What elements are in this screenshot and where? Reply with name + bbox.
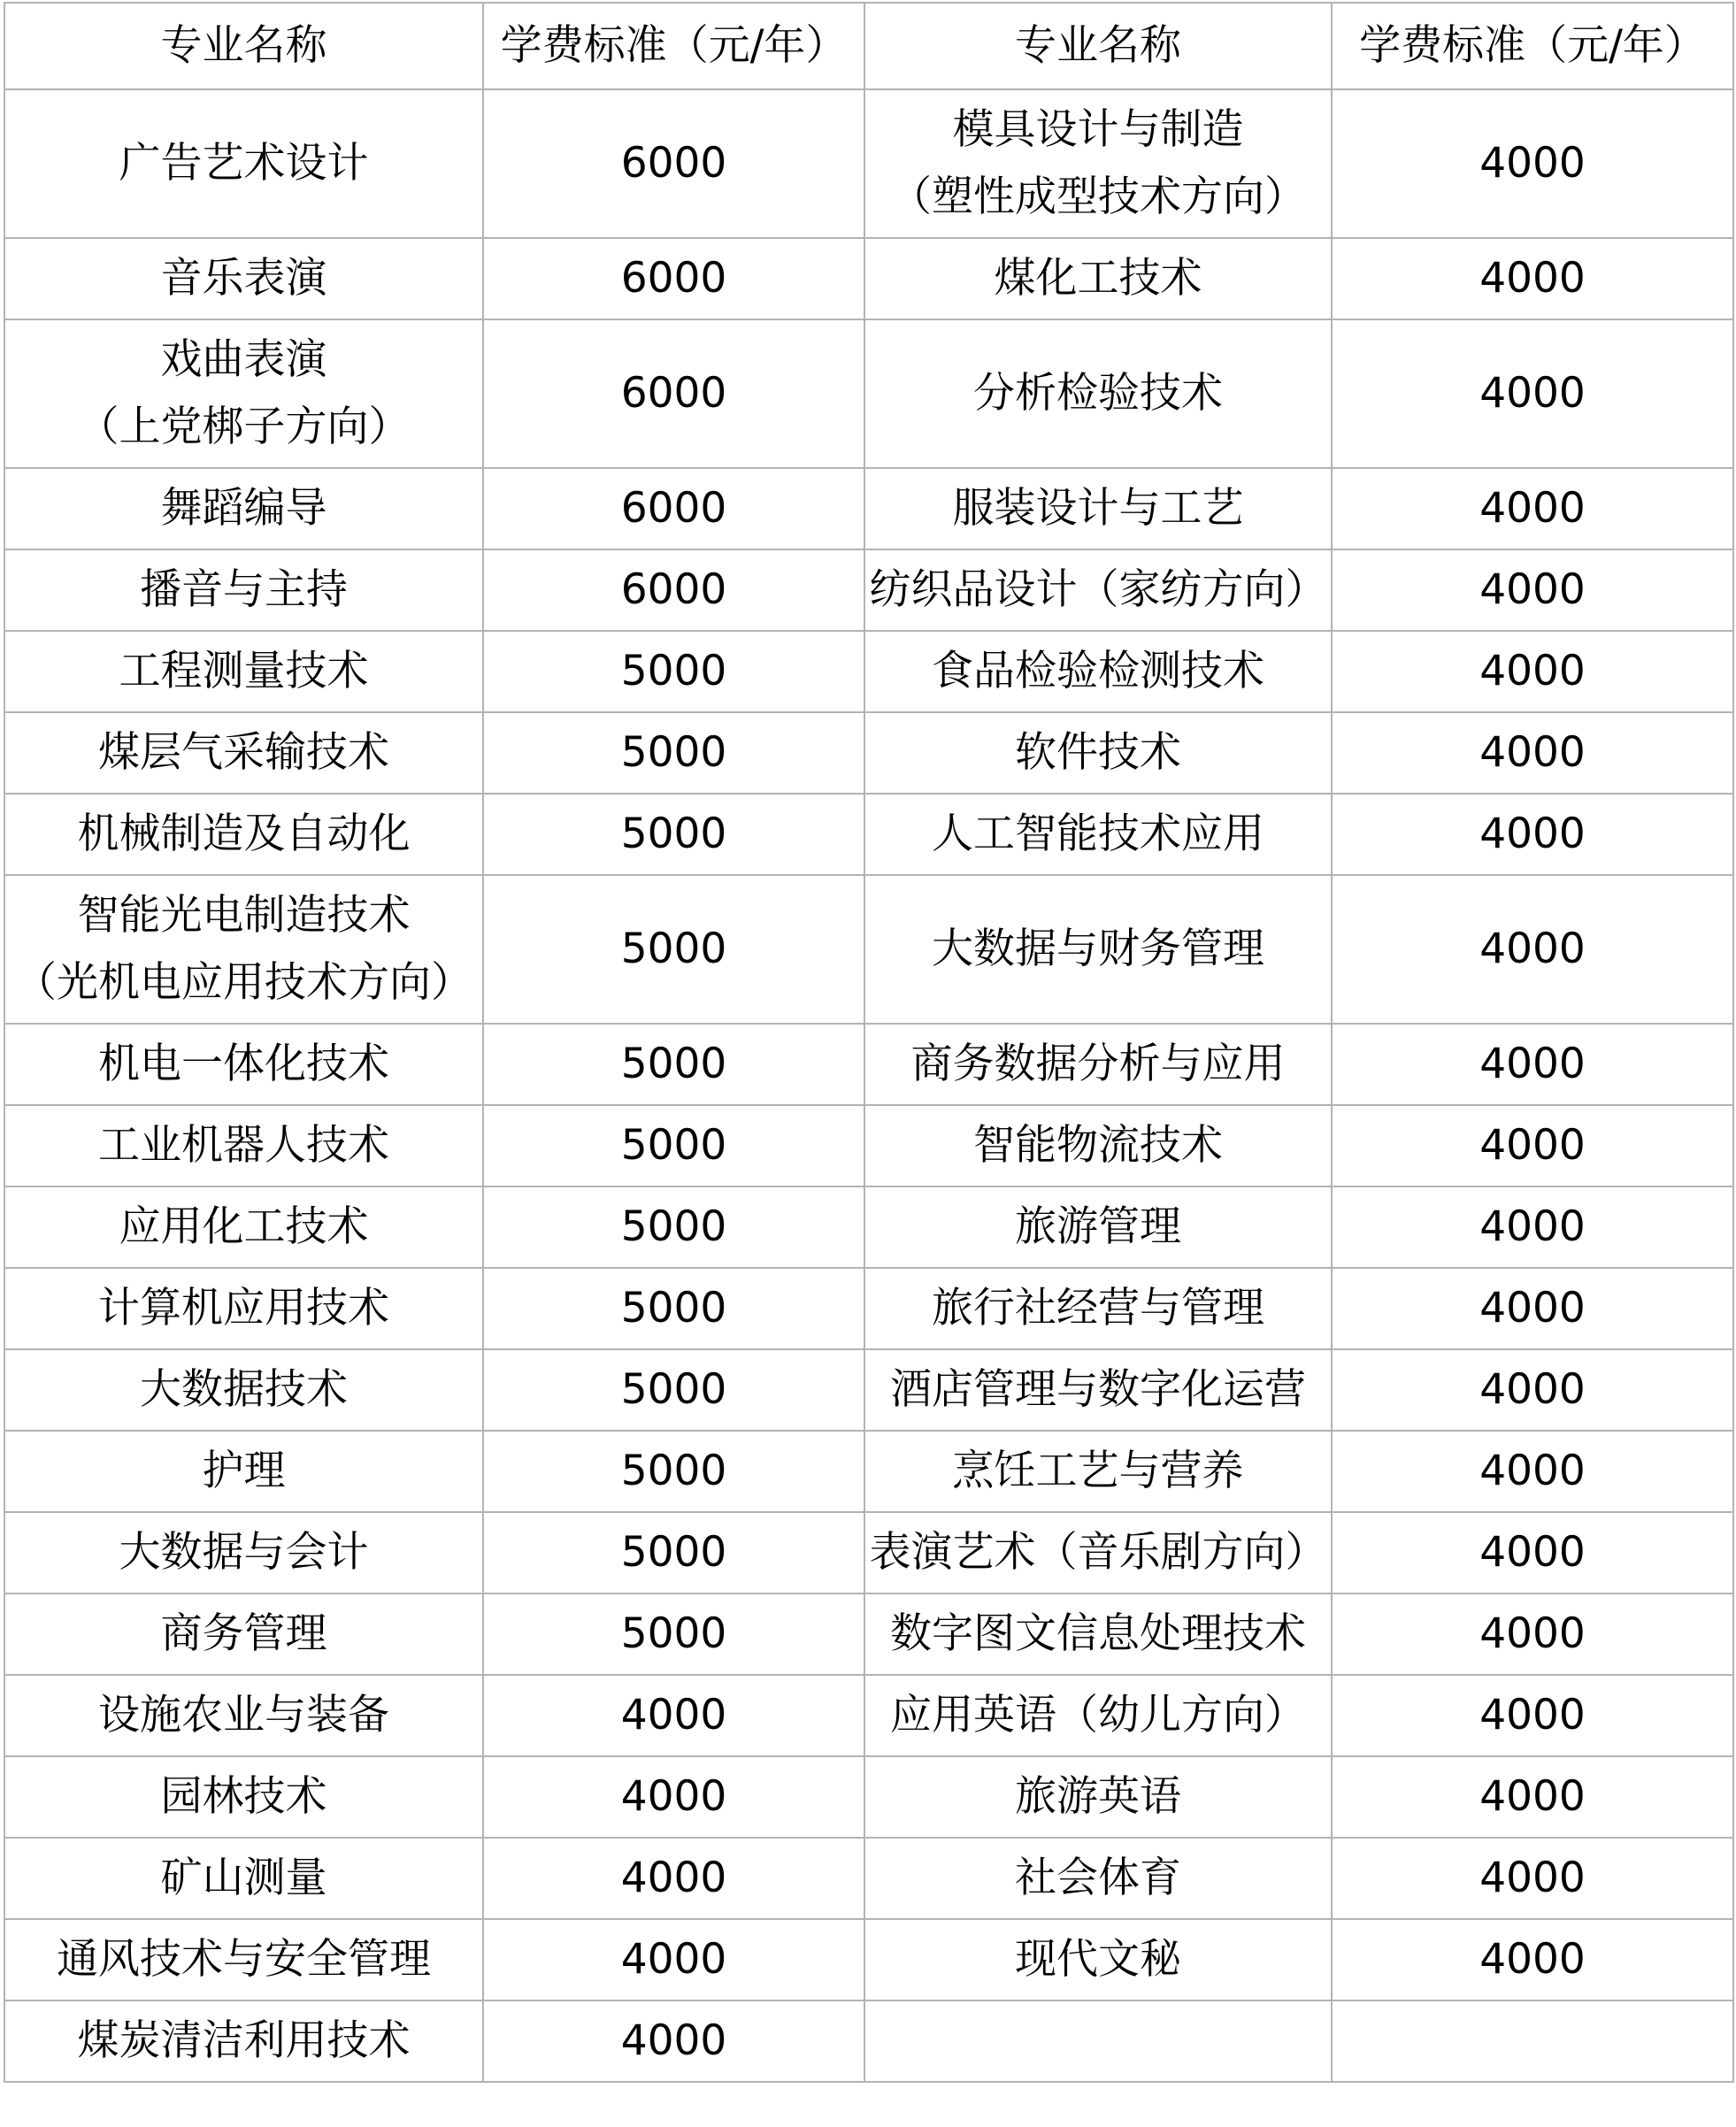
right-major-name-cell xyxy=(864,468,1332,549)
right-major-name-cell xyxy=(864,1512,1332,1593)
right-tuition-fee: 4000 xyxy=(1332,238,1733,319)
left-major-name-cell xyxy=(4,319,483,468)
left-major-name-cell xyxy=(4,712,483,794)
right-major-name: 现代文秘 xyxy=(1015,1935,1181,1984)
left-tuition-fee: 5000 xyxy=(483,1431,864,1512)
table-row xyxy=(4,1593,1733,1675)
table-row xyxy=(4,1512,1733,1593)
left-major-name-cell xyxy=(4,1756,483,1838)
left-tuition-fee: 5000 xyxy=(483,631,864,712)
left-tuition-fee: 5000 xyxy=(483,794,864,875)
right-major-name-cell xyxy=(864,1593,1332,1675)
right-tuition-fee: 4000 xyxy=(1332,1919,1733,2000)
left-major-name-cell xyxy=(4,1268,483,1349)
left-major-name: 智能光电制造技术 xyxy=(77,891,411,940)
left-tuition-fee: 6000 xyxy=(483,238,864,319)
table-row xyxy=(4,1675,1733,1756)
left-tuition-fee: 5000 xyxy=(483,712,864,794)
right-tuition-fee: 4000 xyxy=(1332,1675,1733,1756)
right-major-name-cell xyxy=(864,1919,1332,2000)
left-major-name: 计算机应用技术 xyxy=(98,1284,389,1332)
left-major-name: 戏曲表演 xyxy=(160,335,327,384)
right-tuition-fee: 4000 xyxy=(1332,875,1733,1024)
right-major-name-cell xyxy=(864,1349,1332,1431)
left-tuition-fee: 5000 xyxy=(483,1593,864,1675)
right-tuition-fee: 4000 xyxy=(1332,1105,1733,1186)
left-major-name-cell xyxy=(4,1349,483,1431)
left-tuition-fee: 4000 xyxy=(483,1675,864,1756)
left-major-name-cell xyxy=(4,1431,483,1512)
left-tuition-fee: 4000 xyxy=(483,2000,864,2082)
right-tuition-fee: 4000 xyxy=(1332,1593,1733,1675)
left-major-name-cell xyxy=(4,1919,483,2000)
right-major-name: 食品检验检测技术 xyxy=(932,647,1264,695)
left-major-name: （上党梆子方向） xyxy=(77,403,411,451)
right-tuition-fee: 4000 xyxy=(1332,794,1733,875)
right-tuition-fee: 4000 xyxy=(1332,468,1733,549)
left-major-name: 煤层气采输技术 xyxy=(98,728,389,777)
left-major-name: 商务管理 xyxy=(160,1609,327,1658)
left-major-name: 园林技术 xyxy=(160,1772,327,1821)
left-tuition-fee: 4000 xyxy=(483,1838,864,1919)
right-major-name-cell xyxy=(864,794,1332,875)
left-major-name-cell xyxy=(4,875,483,1024)
left-tuition-fee: 6000 xyxy=(483,468,864,549)
right-major-name-cell xyxy=(864,1186,1332,1268)
left-major-name-cell xyxy=(4,631,483,712)
left-tuition-fee: 5000 xyxy=(483,1268,864,1349)
right-major-name-cell xyxy=(864,1268,1332,1349)
left-major-name-cell xyxy=(4,1105,483,1186)
table-row xyxy=(4,468,1733,549)
left-major-name-cell xyxy=(4,1512,483,1593)
table-row xyxy=(4,89,1733,238)
right-major-name: 数字图文信息处理技术 xyxy=(890,1609,1306,1658)
right-major-name-cell xyxy=(864,1105,1332,1186)
right-major-name: 旅游英语 xyxy=(1015,1772,1181,1821)
right-major-name: 分析检验技术 xyxy=(973,369,1223,418)
right-major-name-cell xyxy=(864,1838,1332,1919)
right-tuition-fee: 4000 xyxy=(1332,1512,1733,1593)
left-major-name: 音乐表演 xyxy=(160,254,327,303)
left-tuition-fee: 4000 xyxy=(483,1919,864,2000)
left-tuition-fee: 5000 xyxy=(483,1105,864,1186)
left-major-name-cell xyxy=(4,1675,483,1756)
left-major-name-cell xyxy=(4,89,483,238)
left-major-name: （光机电应用技术方向） xyxy=(15,958,472,1007)
right-major-name-cell xyxy=(864,89,1332,238)
table-row xyxy=(4,1105,1733,1186)
right-tuition-fee: 4000 xyxy=(1332,1268,1733,1349)
right-major-name: 应用英语（幼儿方向） xyxy=(890,1691,1306,1739)
left-major-name: 应用化工技术 xyxy=(119,1202,369,1251)
table-row xyxy=(4,1024,1733,1105)
left-major-name: 工业机器人技术 xyxy=(98,1121,389,1170)
right-major-name: 社会体育 xyxy=(1015,1854,1181,1902)
header-left-fee: 学费标准（元/年） xyxy=(483,3,864,89)
right-major-name: 表演艺术（音乐剧方向） xyxy=(869,1528,1327,1577)
left-major-name: 机械制造及自动化 xyxy=(77,810,411,858)
right-major-name-cell xyxy=(864,549,1332,631)
left-major-name: 通风技术与安全管理 xyxy=(57,1935,431,1984)
right-major-name-cell xyxy=(864,2000,1332,2082)
tuition-table-body xyxy=(4,3,1733,2082)
left-major-name: 广告艺术设计 xyxy=(119,139,369,188)
header-right-name: 专业名称 xyxy=(864,3,1332,89)
table-row xyxy=(4,1349,1733,1431)
right-major-name-cell xyxy=(864,631,1332,712)
table-row xyxy=(4,631,1733,712)
left-major-name: 大数据技术 xyxy=(140,1365,348,1414)
right-major-name: 软件技术 xyxy=(1015,728,1181,777)
header-left-name: 专业名称 xyxy=(4,3,483,89)
left-major-name: 设施农业与装备 xyxy=(98,1691,389,1739)
left-major-name-cell xyxy=(4,549,483,631)
table-row xyxy=(4,549,1733,631)
right-tuition-fee: 4000 xyxy=(1332,319,1733,468)
header-row xyxy=(4,3,1733,89)
left-major-name-cell xyxy=(4,1024,483,1105)
left-tuition-fee: 5000 xyxy=(483,1186,864,1268)
right-major-name-cell xyxy=(864,1024,1332,1105)
right-tuition-fee: 4000 xyxy=(1332,1756,1733,1838)
right-tuition-fee xyxy=(1332,2000,1733,2082)
right-tuition-fee: 4000 xyxy=(1332,1349,1733,1431)
right-major-name: 模具设计与制造 xyxy=(952,105,1244,154)
left-major-name-cell xyxy=(4,1838,483,1919)
table-row xyxy=(4,794,1733,875)
right-major-name: 酒店管理与数字化运营 xyxy=(890,1365,1306,1414)
right-major-name: 大数据与财务管理 xyxy=(932,925,1264,973)
right-major-name-cell xyxy=(864,319,1332,468)
right-major-name: （塑性成型技术方向） xyxy=(890,173,1306,221)
left-tuition-fee: 5000 xyxy=(483,875,864,1024)
table-row xyxy=(4,238,1733,319)
right-major-name-cell xyxy=(864,875,1332,1024)
left-major-name: 工程测量技术 xyxy=(119,647,369,695)
right-tuition-fee: 4000 xyxy=(1332,549,1733,631)
right-major-name-cell xyxy=(864,1675,1332,1756)
left-tuition-fee: 6000 xyxy=(483,89,864,238)
right-major-name: 旅行社经营与管理 xyxy=(932,1284,1264,1332)
left-major-name: 机电一体化技术 xyxy=(98,1040,389,1088)
right-major-name-cell xyxy=(864,712,1332,794)
left-major-name: 播音与主持 xyxy=(140,565,348,614)
left-major-name-cell xyxy=(4,794,483,875)
table-row xyxy=(4,1186,1733,1268)
right-tuition-fee: 4000 xyxy=(1332,89,1733,238)
left-major-name-cell xyxy=(4,1593,483,1675)
right-major-name-cell xyxy=(864,1431,1332,1512)
left-tuition-fee: 5000 xyxy=(483,1349,864,1431)
right-tuition-fee: 4000 xyxy=(1332,1186,1733,1268)
table-row xyxy=(4,1268,1733,1349)
left-major-name: 矿山测量 xyxy=(160,1854,327,1902)
right-major-name: 服装设计与工艺 xyxy=(952,484,1244,533)
right-major-name-cell xyxy=(864,238,1332,319)
left-major-name-cell xyxy=(4,238,483,319)
table-row xyxy=(4,1919,1733,2000)
left-major-name: 舞蹈编导 xyxy=(160,484,327,533)
left-major-name-cell xyxy=(4,468,483,549)
tuition-table xyxy=(4,2,1734,2083)
left-major-name: 护理 xyxy=(202,1447,286,1495)
right-tuition-fee: 4000 xyxy=(1332,631,1733,712)
left-tuition-fee: 5000 xyxy=(483,1024,864,1105)
table-row xyxy=(4,2000,1733,2082)
right-major-name-cell xyxy=(864,1756,1332,1838)
right-major-name: 人工智能技术应用 xyxy=(932,810,1264,858)
right-major-name: 商务数据分析与应用 xyxy=(910,1040,1286,1088)
left-major-name: 煤炭清洁利用技术 xyxy=(77,2016,411,2065)
right-tuition-fee: 4000 xyxy=(1332,1431,1733,1512)
left-tuition-fee: 6000 xyxy=(483,319,864,468)
table-row xyxy=(4,875,1733,1024)
header-right-fee: 学费标准（元/年） xyxy=(1332,3,1733,89)
left-major-name-cell xyxy=(4,1186,483,1268)
table-row xyxy=(4,1756,1733,1838)
right-major-name: 智能物流技术 xyxy=(973,1121,1223,1170)
table-row xyxy=(4,1431,1733,1512)
left-tuition-fee: 6000 xyxy=(483,549,864,631)
right-major-name: 烹饪工艺与营养 xyxy=(952,1447,1244,1495)
right-tuition-fee: 4000 xyxy=(1332,1024,1733,1105)
left-major-name-cell xyxy=(4,2000,483,2082)
right-major-name: 旅游管理 xyxy=(1015,1202,1181,1251)
left-major-name: 大数据与会计 xyxy=(119,1528,369,1577)
left-tuition-fee: 4000 xyxy=(483,1756,864,1838)
left-tuition-fee: 5000 xyxy=(483,1512,864,1593)
table-row xyxy=(4,1838,1733,1919)
right-major-name: 煤化工技术 xyxy=(994,254,1202,303)
right-tuition-fee: 4000 xyxy=(1332,1838,1733,1919)
right-major-name: 纺织品设计（家纺方向） xyxy=(869,565,1327,614)
right-tuition-fee: 4000 xyxy=(1332,712,1733,794)
table-row xyxy=(4,319,1733,468)
table-row xyxy=(4,712,1733,794)
